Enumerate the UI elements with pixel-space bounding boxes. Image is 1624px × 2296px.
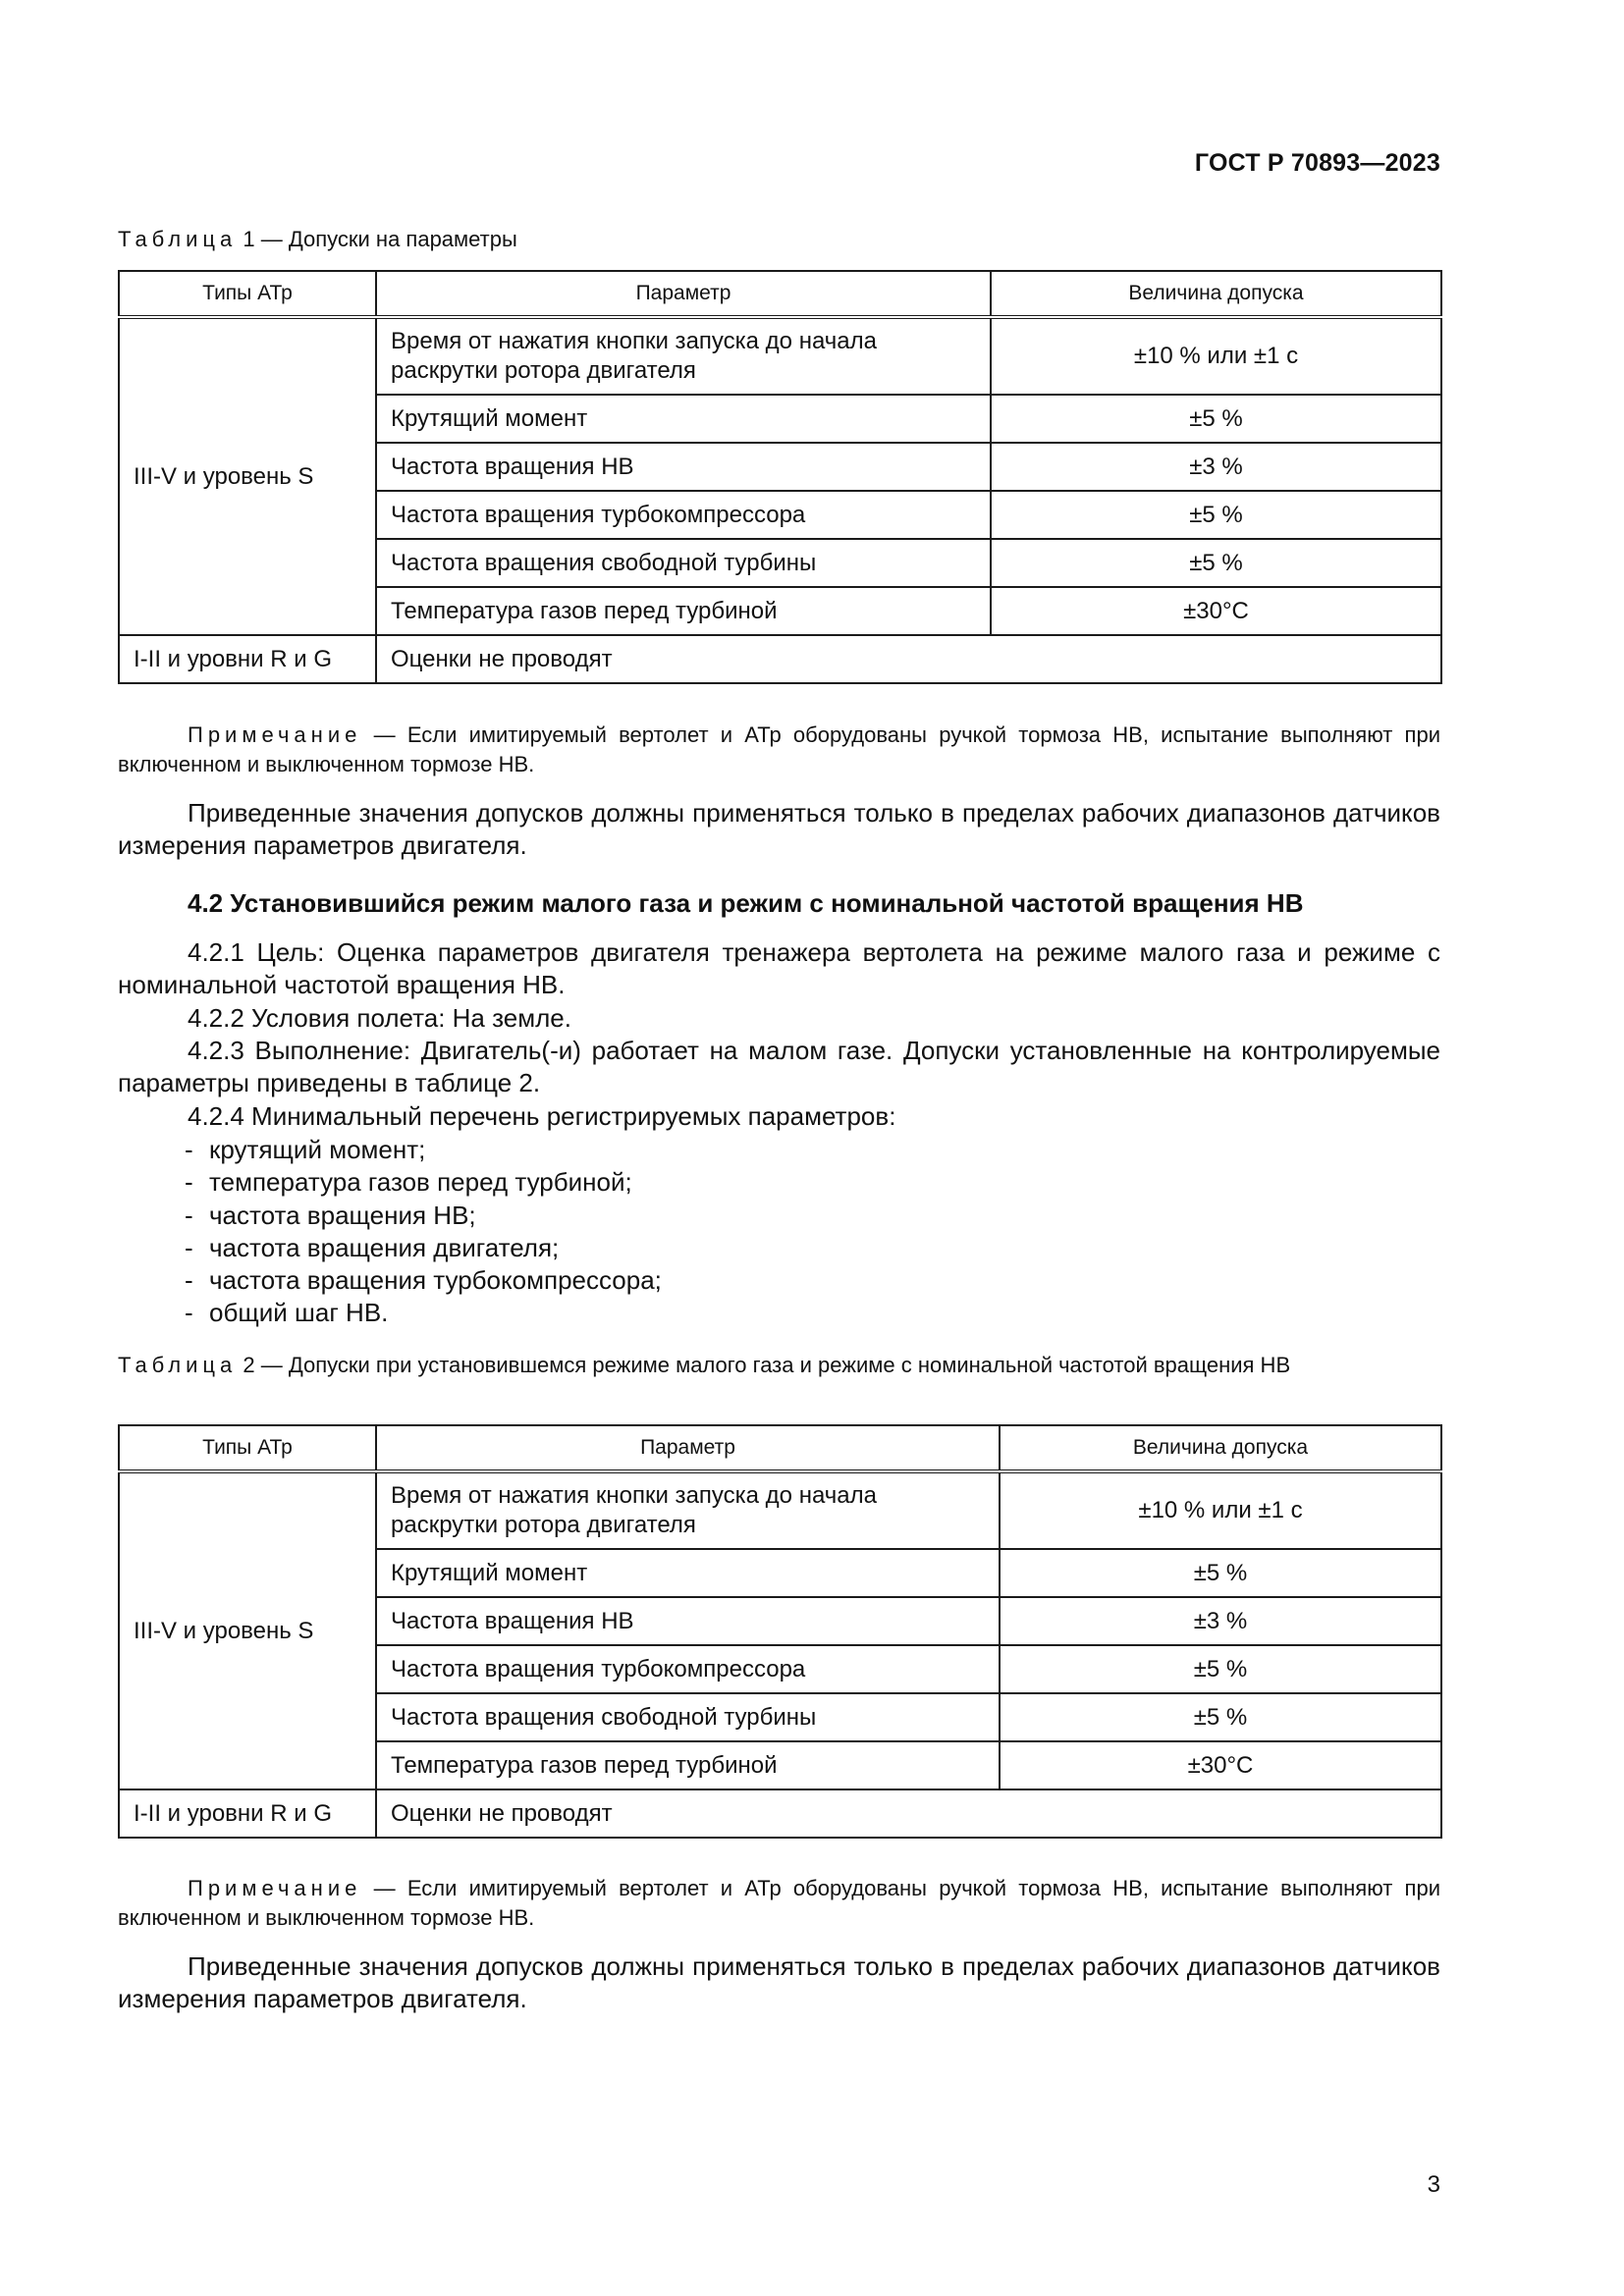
table-cell-value: ±30°С: [991, 587, 1441, 635]
table-2-note: [118, 1874, 1440, 1933]
table-2-group-b: I-II и уровни R и G: [119, 1789, 376, 1838]
table-cell-param: Частота вращения НВ: [376, 1597, 1000, 1645]
table-2-caption-label: Таблица: [118, 1353, 238, 1377]
table-cell-param: Температура газов перед турбиной: [376, 1741, 1000, 1789]
table-cell-param: Частота вращения турбокомпрессора: [376, 491, 991, 539]
table-2: [118, 1424, 1442, 1839]
table-cell-param: Температура газов перед турбиной: [376, 587, 991, 635]
table-2-group-a: III-V и уровень S: [119, 1471, 376, 1789]
paragraph-4-2-1: 4.2.1 Цель: Оценка параметров двигателя тренажера вертолета на режиме малого газа и режиме с номинальной частотой вращения НВ.: [118, 937, 1440, 999]
table-cell-value: ±10 % или ±1 с: [1000, 1471, 1441, 1549]
table-cell-value: ±5 %: [1000, 1693, 1441, 1741]
table-row: [119, 1471, 1441, 1549]
page-number: 3: [1427, 2171, 1440, 2198]
table-cell-value: ±5 %: [991, 539, 1441, 587]
table-cell-value: ±5 %: [1000, 1645, 1441, 1693]
document-page: ГОСТ Р 70893—2023 Таблица 1 — Допуски на параметры Типы АТр Параметр Величина допуска III-V и уровень S Время от нажатия кнопки запуска до начала раскрутки ротора двигателя ±10 % или ±1 с Крутящий момент ±5 % Частота вращения НВ ±3 % Частота вращения турбокомпрессора ±5 % Частота вращения свободной турбины ±5 % Температура газов перед турбиной ±30°С I-II и уровни R и G Оценки не проводят Примечание — Если имитируемый вертолет и АТр оборудованы ручкой тормоза НВ, испытание выполняют при включенном и выключенном тормозе НВ. Приведенные значения допусков должны применяться только в пределах рабочих диапазонов датчиков измерения параметров двигателя. 4.2 Установившийся режим малого газа и режим с номинальной частотой вращения НВ 4.2.1 Цель: Оценка параметров двигателя тренажера вертолета на режиме малого газа и режиме с номинальной частотой вращения НВ. 4.2.2 Условия полета: На земле. 4.2.3 Выполнение: Двигатель(-и) работает на малом газе. Допуски установленные на контролируемые параметры приведены в таблице 2. 4.2.4 Минимальный перечень регистрируемых параметров: - крутящий момент; - температура газов перед турбиной; - частота вращения НВ; - частота вращения двигателя; - частота вращения турбокомпрессора; - общий шаг НВ. Таблица 2 — Допуски при установившемся режиме малого газа и режиме с номинальной частотой вращения НВ Типы АТр Параметр Величина допуска III-V и уровень S Время от нажатия кнопки запуска до начала раскрутки ротора двигателя ±10 % или ±1 с Крутящий момент ±5 % Частота вращения НВ ±3 % Частота вращения турбокомпрессора ±5 % Частота вращения свободной турбины ±5 % Температура газов перед турбиной ±30°С I-II и уровни R и G Оценки не проводят Примечание — Если имитируемый вертолет и АТр оборудованы ручкой тормоза НВ, испытание выполняют при включенном и выключенном тормозе НВ. Приведенные значения допусков должны применяться только в пределах рабочих диапазонов датчиков измерения параметров двигателя. 3: [118, 149, 1440, 2198]
paragraph-4-2-2: 4.2.2 Условия полета: На земле.: [188, 1003, 571, 1033]
table-2-caption: [118, 1351, 1440, 1380]
table-cell-value: ±30°С: [1000, 1741, 1441, 1789]
paragraph-tolerance-range-1: Приведенные значения допусков должны применяться только в пределах рабочих диапазонов датчиков измерения параметров двигателя.: [118, 798, 1440, 860]
table-2-caption-text: 2 — Допуски при установившемся режиме малого газа и режиме с номинальной частотой вращения НВ: [243, 1353, 1291, 1377]
table-cell-param: Время от нажатия кнопки запуска до начала раскрутки ротора двигателя: [376, 1471, 1000, 1549]
table-cell-value: ±3 %: [991, 443, 1441, 491]
document-code: ГОСТ Р 70893—2023: [1194, 149, 1440, 177]
table-2-header-value: Величина допуска: [1000, 1425, 1441, 1471]
table-1-group-b-text: Оценки не проводят: [376, 635, 1441, 683]
table-1-group-a: III-V и уровень S: [119, 317, 376, 635]
table-row: [119, 1789, 1441, 1838]
note-text: — Если имитируемый вертолет и АТр оборудованы ручкой тормоза НВ, испытание выполняют при включенном и выключенном тормозе НВ.: [118, 722, 1440, 776]
table-cell-value: ±5 %: [991, 395, 1441, 443]
note-label: Примечание: [188, 1876, 362, 1900]
table-2-header-param: Параметр: [376, 1425, 1000, 1471]
table-cell-param: Частота вращения свободной турбины: [376, 539, 991, 587]
paragraph-4-2-4: 4.2.4 Минимальный перечень регистрируемых параметров:: [188, 1101, 896, 1131]
table-cell-param: Время от нажатия кнопки запуска до начала раскрутки ротора двигателя: [376, 317, 991, 395]
note-text: — Если имитируемый вертолет и АТр оборудованы ручкой тормоза НВ, испытание выполняют при включенном и выключенном тормозе НВ.: [118, 1876, 1440, 1930]
table-1-header-value: Величина допуска: [991, 271, 1441, 317]
table-1-caption-label: Таблица: [118, 227, 238, 251]
paragraph-4-2-3: 4.2.3 Выполнение: Двигатель(-и) работает на малом газе. Допуски установленные на контролируемые параметры приведены в таблице 2.: [118, 1036, 1440, 1097]
table-cell-value: ±3 %: [1000, 1597, 1441, 1645]
section-heading: 4.2 Установившийся режим малого газа и режим с номинальной частотой вращения НВ: [188, 888, 1304, 918]
table-1-header-type: Типы АТр: [119, 271, 376, 317]
table-row: [119, 317, 1441, 395]
table-1-note: [118, 721, 1440, 779]
table-1-header-param: Параметр: [376, 271, 991, 317]
table-1-caption-text: 1 — Допуски на параметры: [243, 227, 517, 251]
table-cell-value: ±5 %: [1000, 1549, 1441, 1597]
table-cell-param: Крутящий момент: [376, 395, 991, 443]
table-1-group-b: I-II и уровни R и G: [119, 635, 376, 683]
table-cell-param: Частота вращения НВ: [376, 443, 991, 491]
table-cell-param: Частота вращения турбокомпрессора: [376, 1645, 1000, 1693]
table-cell-param: Крутящий момент: [376, 1549, 1000, 1597]
table-2-group-b-text: Оценки не проводят: [376, 1789, 1441, 1838]
table-cell-param: Частота вращения свободной турбины: [376, 1693, 1000, 1741]
table-2-header-type: Типы АТр: [119, 1425, 376, 1471]
note-label: Примечание: [188, 722, 362, 747]
paragraph-tolerance-range-2: Приведенные значения допусков должны применяться только в пределах рабочих диапазонов датчиков измерения параметров двигателя.: [118, 1951, 1440, 2013]
table-cell-value: ±10 % или ±1 с: [991, 317, 1441, 395]
table-cell-value: ±5 %: [991, 491, 1441, 539]
table-1: [118, 270, 1442, 684]
table-1-caption: [118, 225, 1440, 254]
table-row: [119, 635, 1441, 683]
